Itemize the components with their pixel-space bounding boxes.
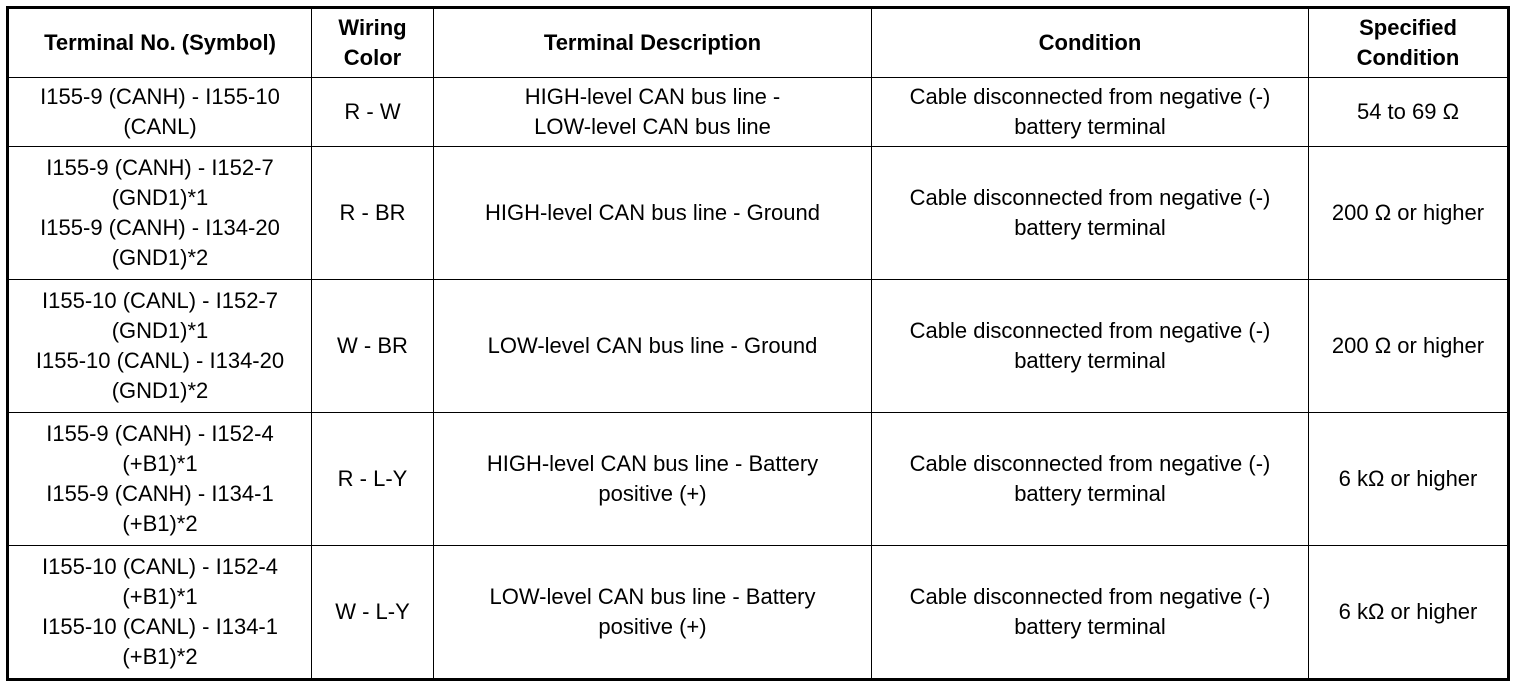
terminal-line: (GND1)*2: [111, 378, 209, 403]
condition-line: Cable disconnected from negative (-): [909, 185, 1271, 210]
terminal-line: I155-10 (CANL) - I134-20: [35, 348, 285, 373]
condition-line: battery terminal: [1014, 614, 1166, 639]
terminal-line: I155-9 (CANH) - I152-7: [46, 155, 274, 180]
terminal-line: (+B1)*1: [122, 451, 198, 476]
description-line: LOW-level CAN bus line: [534, 114, 771, 139]
cell-description: [434, 546, 872, 680]
cell-terminal: [8, 280, 312, 413]
cell-condition: [872, 546, 1309, 680]
cell-condition: [872, 147, 1309, 280]
header-specified-label-line2: Condition: [1356, 45, 1460, 70]
condition-line: battery terminal: [1014, 215, 1166, 240]
header-terminal-description: [434, 8, 872, 78]
condition-line: battery terminal: [1014, 348, 1166, 373]
description-line: HIGH-level CAN bus line - Ground: [484, 200, 820, 225]
cell-condition: [872, 280, 1309, 413]
condition-line: Cable disconnected from negative (-): [909, 451, 1271, 476]
cell-specified-condition: 6 kΩ or higher: [1309, 546, 1509, 680]
cell-terminal: [8, 546, 312, 680]
header-condition-label: Condition: [1038, 30, 1142, 55]
table-row: [8, 147, 1509, 280]
terminal-line: I155-9 (CANH) - I134-20: [40, 215, 280, 240]
header-terminal: [8, 8, 312, 78]
terminal-line: (CANL): [123, 114, 197, 139]
terminal-line: (+B1)*2: [122, 644, 198, 669]
cell-description: [434, 78, 872, 147]
cell-condition: [872, 78, 1309, 147]
terminal-line: I155-9 (CANH) - I155-10: [40, 84, 280, 109]
terminal-line: I155-10 (CANL) - I152-7: [42, 288, 278, 313]
cell-specified-condition: 200 Ω or higher: [1309, 280, 1509, 413]
cell-wiring-color: R - BR: [312, 147, 434, 280]
cell-specified-condition: 200 Ω or higher: [1309, 147, 1509, 280]
header-specified-condition: [1309, 8, 1509, 78]
cell-specified-condition: 54 to 69 Ω: [1309, 78, 1509, 147]
terminal-line: I155-9 (CANH) - I134-1: [46, 481, 274, 506]
condition-line: battery terminal: [1014, 114, 1166, 139]
cell-terminal: [8, 147, 312, 280]
header-specified-label-line1: Specified: [1359, 15, 1457, 40]
terminal-line: (GND1)*2: [111, 245, 209, 270]
cell-wiring-color: R - W: [312, 78, 434, 147]
cell-description: [434, 413, 872, 546]
condition-line: Cable disconnected from negative (-): [909, 84, 1271, 109]
terminal-line: (GND1)*1: [111, 185, 209, 210]
condition-line: battery terminal: [1014, 481, 1166, 506]
resistance-spec-table: [6, 6, 1510, 681]
table-row: [8, 78, 1509, 147]
header-wiring-color: [312, 8, 434, 78]
terminal-line: I155-10 (CANL) - I134-1: [42, 614, 278, 639]
cell-terminal: [8, 413, 312, 546]
description-line: positive (+): [598, 481, 707, 506]
table-row: [8, 280, 1509, 413]
cell-condition: [872, 413, 1309, 546]
table-row: [8, 546, 1509, 680]
terminal-line: (+B1)*1: [122, 584, 198, 609]
table-row: [8, 413, 1509, 546]
description-line: LOW-level CAN bus line - Ground: [487, 333, 818, 358]
header-wiring-label-line1: Wiring: [338, 15, 407, 40]
header-wiring-label-line2: Color: [343, 45, 402, 70]
header-condition: [872, 8, 1309, 78]
cell-wiring-color: W - BR: [312, 280, 434, 413]
condition-line: Cable disconnected from negative (-): [909, 584, 1271, 609]
description-line: LOW-level CAN bus line - Battery: [489, 584, 816, 609]
cell-terminal: [8, 78, 312, 147]
cell-wiring-color: R - L-Y: [312, 413, 434, 546]
header-terminal-label: Terminal No. (Symbol): [44, 30, 276, 55]
cell-wiring-color: W - L-Y: [312, 546, 434, 680]
cell-description: [434, 147, 872, 280]
cell-specified-condition: 6 kΩ or higher: [1309, 413, 1509, 546]
terminal-line: I155-10 (CANL) - I152-4: [42, 554, 278, 579]
cell-description: [434, 280, 872, 413]
description-line: HIGH-level CAN bus line - Battery: [486, 451, 819, 476]
terminal-line: (GND1)*1: [111, 318, 209, 343]
terminal-line: (+B1)*2: [122, 511, 198, 536]
description-line: HIGH-level CAN bus line -: [524, 84, 781, 109]
header-row: [8, 8, 1509, 78]
condition-line: Cable disconnected from negative (-): [909, 318, 1271, 343]
terminal-line: I155-9 (CANH) - I152-4: [46, 421, 274, 446]
description-line: positive (+): [598, 614, 707, 639]
header-description-label: Terminal Description: [543, 30, 762, 55]
